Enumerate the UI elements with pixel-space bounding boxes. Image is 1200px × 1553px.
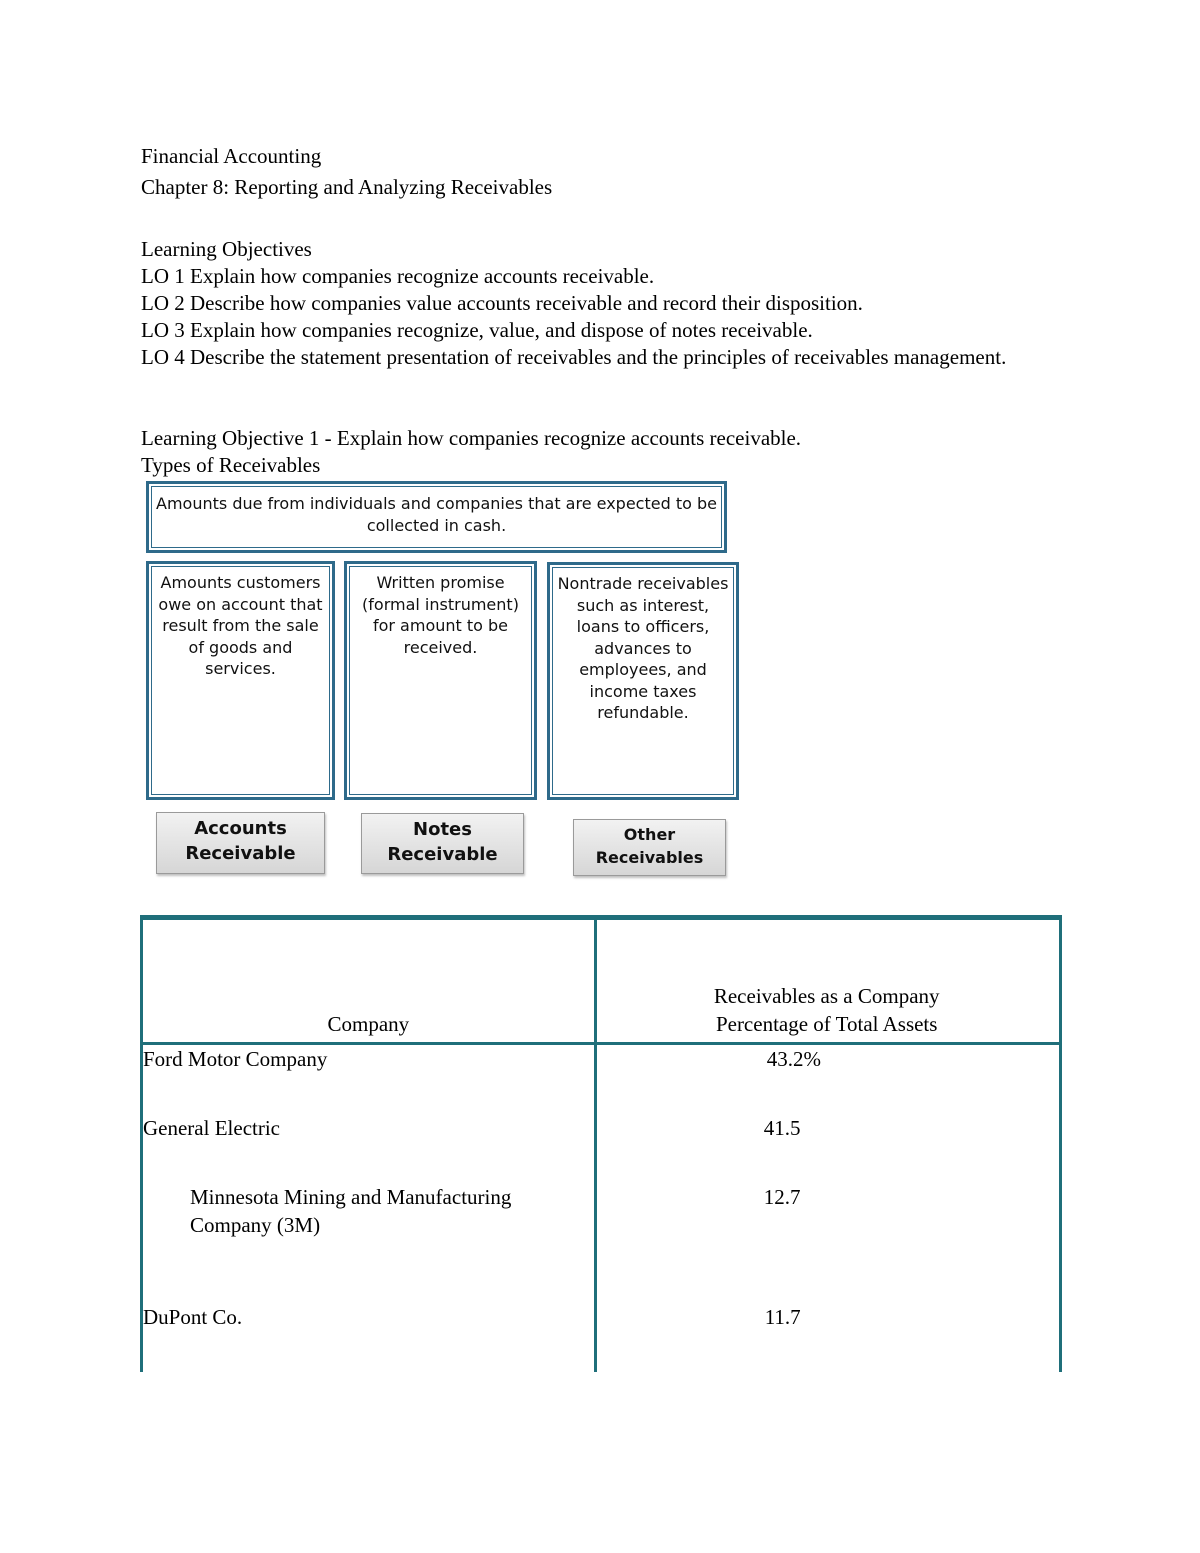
other-receivables-description: Nontrade receivables such as interest, loans to officers, advances to employees, and income taxes refundable. [547, 562, 739, 800]
percentage-cell: 11.7 [595, 1303, 1060, 1372]
receivables-definition-box: Amounts due from individuals and companies that are expected to be collected in cash. [146, 481, 727, 553]
table-row [142, 1303, 1061, 1372]
company-cell [142, 1183, 596, 1303]
accounts-receivable-label: Accounts Receivable [156, 812, 325, 874]
company-cell: DuPont Co. [142, 1303, 596, 1372]
accounts-receivable-description: Amounts customers owe on account that result from the sale of goods and services. [146, 561, 335, 800]
other-receivables-label: Other Receivables [573, 819, 726, 876]
percentage-cell: 41.5 [595, 1114, 1060, 1183]
objectives-heading: Learning Objectives [141, 237, 312, 261]
column-header-company: Company [142, 918, 596, 1044]
column-header-percentage-text: Receivables as a Company Percentage of Total Assets [713, 984, 940, 1036]
percentage-cell: 12.7 [595, 1183, 1060, 1303]
company-cell: Ford Motor Company [142, 1044, 596, 1115]
section-subtitle: Types of Receivables [141, 453, 321, 477]
company-cell: General Electric [142, 1114, 596, 1183]
section-title: Learning Objective 1 - Explain how companies recognize accounts receivable. [141, 426, 802, 450]
objective-item: LO 1 Explain how companies recognize accounts receivable. [141, 264, 655, 288]
table-header-row [142, 918, 1061, 1044]
table-row [142, 1114, 1061, 1183]
chapter-title: Chapter 8: Reporting and Analyzing Receivables [141, 175, 553, 199]
table-row [142, 1183, 1061, 1303]
company-name-text: Minnesota Mining and Manufacturing Company (3M) [190, 1185, 512, 1237]
objective-item: LO 3 Explain how companies recognize, value, and dispose of notes receivable. [141, 318, 813, 342]
notes-receivable-label: Notes Receivable [361, 813, 524, 874]
notes-receivable-description: Written promise (formal instrument) for amount to be received. [344, 561, 537, 800]
objective-item: LO 4 Describe the statement presentation of receivables and the principles of receivables management. [141, 345, 1007, 369]
receivables-table [140, 915, 1062, 1372]
percentage-cell: 43.2% [595, 1044, 1060, 1115]
table-row [142, 1044, 1061, 1115]
course-title: Financial Accounting [141, 144, 322, 168]
objective-item: LO 2 Describe how companies value accounts receivable and record their disposition. [141, 291, 863, 315]
column-header-percentage [595, 918, 1060, 1044]
